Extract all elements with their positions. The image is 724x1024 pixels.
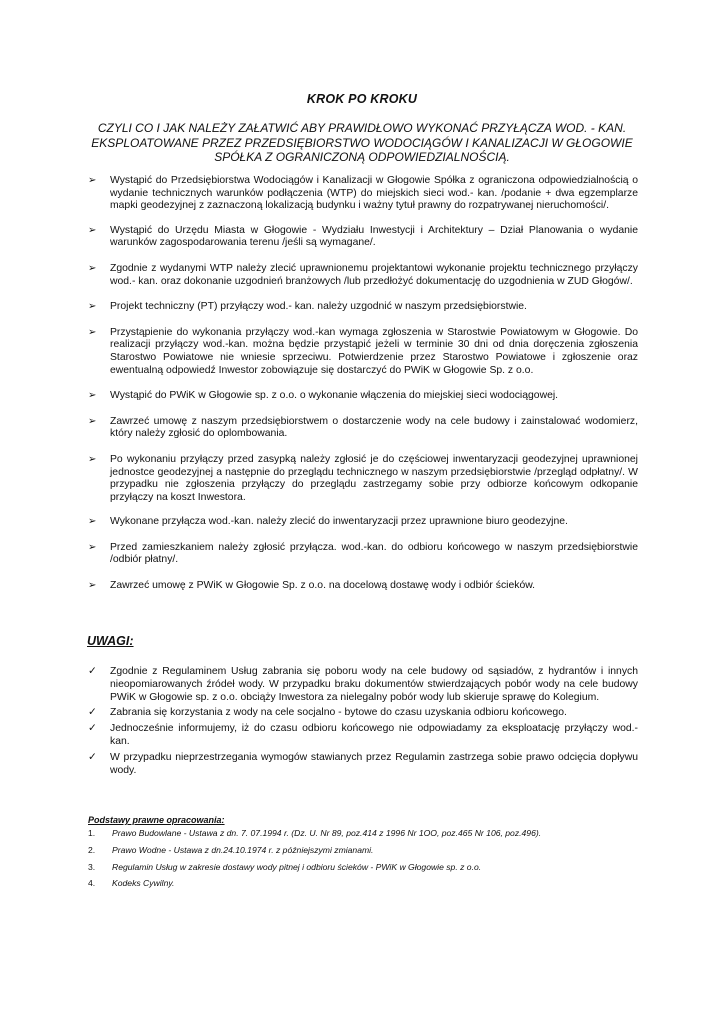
step-text: Po wykonaniu przyłączy przed zasypką należy zgłosić je do częściowej inwentaryzacji geodezyjnej uprawnionej jednostce geodezyjnej a następnie do przeglądu technicznego w naszym przedsiębiorstwie /przegląd odpłatny/. W przypadku nie zgłoszenia przyłączy do przeglądu zastrzegamy sobie przy odbiorze końcowym odkopanie przyłączy na koszt Inwestora. [110, 453, 638, 503]
legal-basis-item [88, 878, 648, 889]
uwagi-heading: UWAGI: [87, 634, 134, 648]
step-item [88, 516, 638, 529]
arrow-bullet-icon: ➢ [88, 301, 97, 313]
page-title: KROK PO KROKU [306, 92, 418, 106]
steps-list [88, 175, 638, 593]
note-text: W przypadku nieprzestrzegania wymogów stawianych przez Regulamin zastrzega sobie prawo odcięcia dopływu wody. [110, 752, 638, 776]
checkmark-icon: ✓ [88, 665, 97, 677]
legal-basis-number: 4. [88, 878, 96, 889]
legal-basis-heading-text: Podstawy prawne opracowania [88, 815, 222, 825]
checkmark-icon: ✓ [88, 751, 97, 763]
legal-basis-heading-colon: : [221, 815, 225, 825]
step-text: Zawrzeć umowę z PWiK w Głogowie Sp. z o.o. na docelową dostawę wody i odbiór ścieków. [110, 580, 536, 592]
legal-basis-heading [88, 815, 225, 825]
step-item [88, 416, 638, 441]
arrow-bullet-icon: ➢ [88, 580, 97, 592]
note-text: Zabrania się korzystania z wody na cele socjalno - bytowe do czasu uzyskania odbioru końcowego. [110, 707, 567, 718]
legal-basis-number: 3. [88, 861, 96, 872]
note-text: Zgodnie z Regulaminem Usług zabrania się poboru wody na cele budowy od sąsiadów, z hydrantów i innych nieopomiarowanych źródeł wody. W przypadku braku dokumentów stwierdzających pobór wody na cele budowy PWiK w Głogowie sp. z o.o. obciąży Inwestora za nielegalny pobór wody lub skieruje sprawę do Kolegium. [110, 666, 638, 703]
arrow-bullet-icon: ➢ [88, 415, 97, 427]
arrow-bullet-icon: ➢ [88, 262, 97, 274]
step-text: Wystąpić do Urzędu Miasta w Głogowie - Wydziału Inwestycji i Architektury – Dział Planowania o wydanie warunków zagospodarowania terenu /jeśli są wymagane/. [110, 224, 638, 249]
step-text: Zgodnie z wydanymi WTP należy zlecić uprawnionemu projektantowi wykonanie projektu technicznego przyłączy wod.- kan. oraz dokonanie uzgodnień branżowych /lub przedłożyć dokumentację do uzgodnienia w ZUD Głogów/. [110, 262, 638, 287]
arrow-bullet-icon: ➢ [88, 175, 97, 186]
step-text: Przystąpienie do wykonania przyłączy wod.-kan wymaga zgłoszenia w Starostwie Powiatowym w Głogowie. Do realizacji przyłączy wod.-kan. można będzie przystąpić jeżeli w terminie 30 dni od dnia doręczenia zgłoszenia Starostwo Powiatowe nie wniesie sprzeciwu. Potwierdzenie przez Starostwo Powiatowe i zgłoszenie oraz ewentualną odpowiedź Inwestor zobowiązuje się dostarczyć do PWiK w Głogowie Sp. z o.o. [110, 326, 638, 376]
step-item [88, 454, 638, 504]
legal-basis-item [88, 845, 648, 856]
step-item [88, 327, 638, 377]
legal-basis-text: Prawo Budowlane - Ustawa z dn. 7. 07.1994 r. (Dz. U. Nr 89, poz.414 z 1996 Nr 1OO, poz.465 Nr 106, poz.496). [112, 828, 542, 838]
step-item [88, 390, 638, 403]
page-subtitle: CZYLI CO I JAK NALEŻY ZAŁATWIĆ ABY PRAWIDŁOWO WYKONAĆ PRZYŁĄCZA WOD. - KAN. EKSPLOATOWANE PRZEZ PRZEDSIĘBIORSTWO WODOCIĄGÓW I KANALIZACJI W GŁOGOWIE SPÓŁKA Z OGRANICZONĄ ODPOWIEDZIALNOŚCIĄ. [91, 121, 633, 164]
notes-list [88, 665, 638, 777]
checkmark-icon: ✓ [88, 706, 97, 718]
step-text: Wystąpić do Przedsiębiorstwa Wodociągów i Kanalizacji w Głogowie Spółka z ograniczona odpowiedzialnością o wydanie technicznych warunków podłączenia (WTP) do miejskich sieci wod.- kan. /podanie + dwa egzemplarze mapki geodezyjnej z zaznaczoną lokalizacją budynku i ważny tytuł prawny do rozpatrywanej nieruchomości/. [110, 175, 638, 212]
note-item [88, 751, 638, 777]
arrow-bullet-icon: ➢ [88, 326, 97, 338]
checkmark-icon: ✓ [88, 722, 97, 734]
arrow-bullet-icon: ➢ [88, 224, 97, 236]
step-text: Przed zamieszkaniem należy zgłosić przyłącza. wod.-kan. do odbioru końcowego w naszym przedsiębiorstwie /odbiór płatny/. [110, 541, 638, 566]
note-item [88, 722, 638, 748]
arrow-bullet-icon: ➢ [88, 541, 97, 553]
legal-basis-list [88, 828, 648, 895]
arrow-bullet-icon: ➢ [88, 516, 97, 528]
step-item [88, 542, 638, 567]
step-item [88, 175, 638, 213]
step-item [88, 225, 638, 250]
note-text: Jednocześnie informujemy, iż do czasu odbioru końcowego nie odpowiadamy za eksploatację przyłączy wod.- kan. [110, 723, 638, 747]
note-item [88, 706, 638, 719]
note-item [88, 665, 638, 704]
legal-basis-number: 2. [88, 844, 96, 855]
legal-basis-number: 1. [88, 828, 96, 838]
step-item [88, 580, 638, 593]
arrow-bullet-icon: ➢ [88, 453, 97, 465]
arrow-bullet-icon: ➢ [88, 390, 97, 402]
step-text: Projekt techniczny (PT) przyłączy wod.- kan. należy uzgodnić w naszym przedsiębiorstwie. [110, 301, 527, 313]
legal-basis-item [88, 862, 648, 873]
legal-basis-item [88, 828, 648, 839]
step-text: Zawrzeć umowę z naszym przedsiębiorstwem o dostarczenie wody na cele budowy i zainstalować wodomierz, który należy zgłosić do oplombowania. [110, 415, 638, 440]
step-item [88, 301, 638, 314]
legal-basis-text: Prawo Wodne - Ustawa z dn.24.10.1974 r. z późniejszymi zmianami. [112, 844, 374, 855]
step-text: Wystąpić do PWiK w Głogowie sp. z o.o. o wykonanie włączenia do miejskiej sieci wodociągowej. [110, 390, 559, 402]
legal-basis-text: Kodeks Cywilny. [112, 878, 175, 889]
step-item [88, 263, 638, 288]
legal-basis-text: Regulamin Usług w zakresie dostawy wody pitnej i odbioru ścieków - PWiK w Głogowie sp. z o.o. [112, 861, 482, 872]
step-text: Wykonane przyłącza wod.-kan. należy zlecić do inwentaryzacji przez uprawnione biuro geodezyjne. [110, 516, 568, 528]
